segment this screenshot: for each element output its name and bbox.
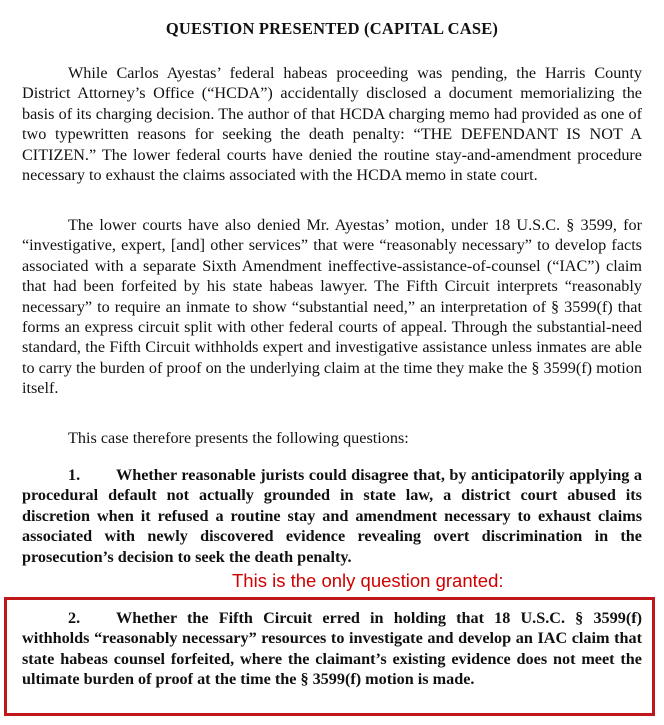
paragraph-questions-intro: This case therefore presents the following questions: <box>68 429 409 447</box>
annotation-note: This is the only question granted: <box>232 570 504 591</box>
paragraph-section-3599: The lower courts have also denied Mr. Ayestas’ motion, under 18 U.S.C. § 3599, for “investigative, expert, [and] other services” that were “reasonably necessary” to develop facts associated with a separate Sixth Amendment ineffective-assistance-of-counsel (“IAC”) claim that had been forfeited by his state habeas lawyer. The Fifth Circuit interprets “reasonably necessary” to require an inmate to show “substantial need,” an interpretation of § 3599(f) that forms an express circuit split with other federal courts of appeal. Through the substantial-need standard, the Fifth Circuit withholds expert and investigative assistance unless inmates are able to carry the burden of proof on the underlying claim at the time they make the § 3599(f) motion itself. <box>22 216 642 398</box>
question-1-number: 1. <box>68 466 81 484</box>
paragraph-hcda-memo: While Carlos Ayestas’ federal habeas proceeding was pending, the Harris County District Attorney’s Office (“HCDA”) accidentally disclosed a document memorializing the basis of its charging decision. The author of that HCDA charging memo had provided as one of two typewritten reasons for seeking the death penalty: “THE DEFENDANT IS NOT A CITIZEN.” The lower federal courts have denied the routine stay-and-amendment procedure necessary to exhaust the claims associated with the HCDA memo in state court. <box>22 64 642 185</box>
page-title: QUESTION PRESENTED (CAPITAL CASE) <box>165 19 499 38</box>
question-1-text: Whether reasonable jurists could disagree that, by anticipatorily applying a procedural default not actually grounded in state law, a district court abused its discretion when it refused a routine stay and amendment necessary to exhaust claims associated with newly discovered evidence revealing overt discrimination in the prosecution’s decision to seek the death penalty. <box>22 466 642 566</box>
question-2-number: 2. <box>68 609 81 627</box>
question-1 <box>22 465 642 567</box>
question-2-text: Whether the Fifth Circuit erred in holding that 18 U.S.C. § 3599(f) withholds “reasonably necessary” resources to investigate and develop an IAC claim that state habeas counsel forfeited, where the claimant’s existing evidence does not meet the ultimate burden of proof at the time the § 3599(f) motion is made. <box>22 609 642 689</box>
question-2 <box>22 608 642 690</box>
